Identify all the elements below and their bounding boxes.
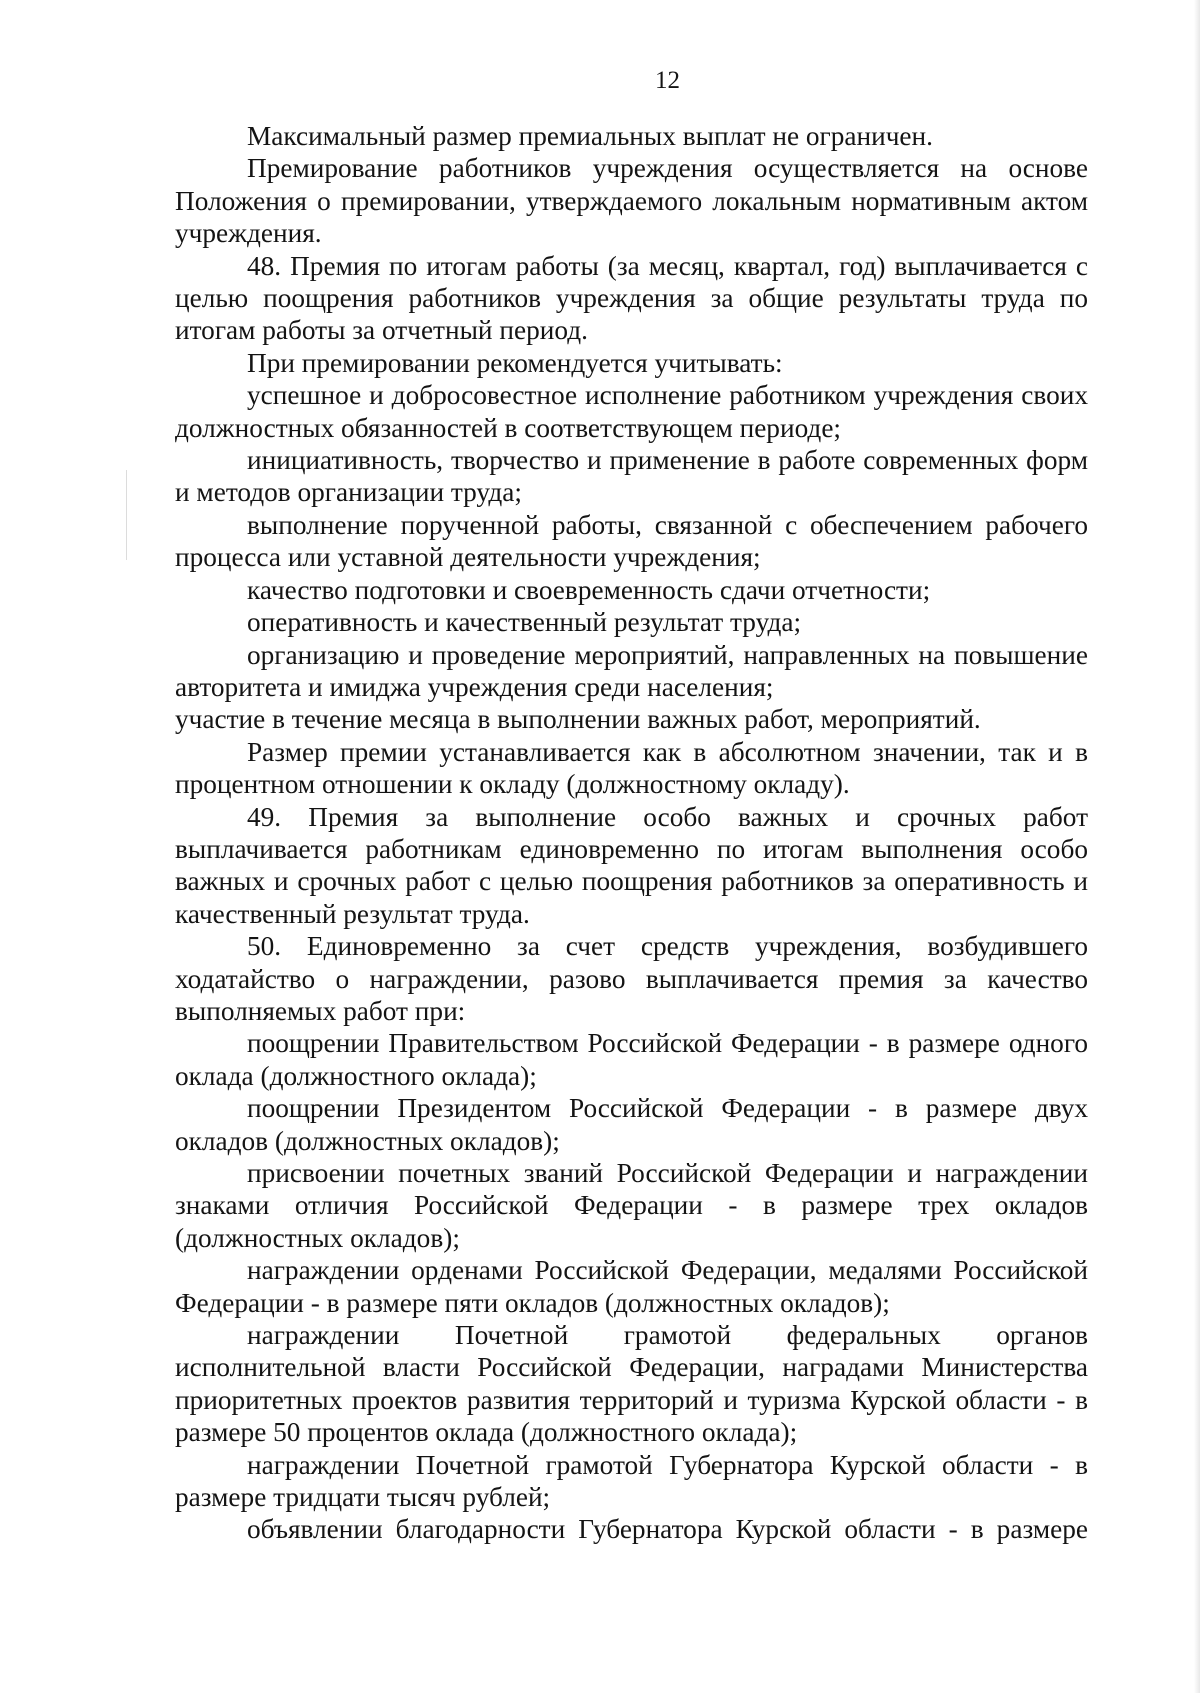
paragraph: присвоении почетных званий Российской Федерации и награждении знаками отличия Российской Федерации - в размере трех окладов (должностных окладов); [175,1158,1088,1253]
paragraph: поощрении Президентом Российской Федерации - в размере двух окладов (должностных окладов); [175,1093,1088,1156]
document-body [175,120,1088,1546]
paragraph: участие в течение месяца в выполнении важных работ, мероприятий. [175,704,981,735]
paragraph: награждении Почетной грамотой федеральных органов исполнительной власти Российской Федерации, наградами Министерства приоритетных проектов развития территорий и туризма Курской области - в размере 50 процентов оклада (должностного оклада); [175,1320,1088,1448]
paragraph: успешное и добросовестное исполнение работником учреждения своих должностных обязанностей в соответствующем периоде; [175,380,1088,443]
paragraph: организацию и проведение мероприятий, направленных на повышение авторитета и имиджа учреждения среди населения; [175,639,1088,702]
paragraph: При премировании рекомендуется учитывать: [247,347,783,378]
paragraph: 49. Премия за выполнение особо важных и срочных работ выплачивается работникам единовременно по итогам выполнения особо важных и срочных работ с целью поощрения работников за оперативность и качественный результат труда. [175,801,1088,929]
paragraph: Максимальный размер премиальных выплат не ограничен. [247,121,933,151]
scan-edge-shadow [1194,0,1200,1693]
paragraph: 50. Единовременно за счет средств учреждения, возбудившего ходатайство о награждении, разово выплачивается премия за качество выполняемых работ при: [175,931,1088,1026]
page-number: 12 [655,67,680,94]
paragraph: оперативность и качественный результат труда; [247,607,802,638]
paragraph: инициативность, творчество и применение в работе современных форм и методов организации труда; [175,445,1088,508]
scan-artifact-line [126,470,127,560]
paragraph: выполнение порученной работы, связанной с обеспечением рабочего процесса или уставной деятельности учреждения; [175,509,1088,573]
paragraph: Премирование работников учреждения осуществляется на основе Положения о премировании, утверждаемого локальным нормативным актом учреждения. [175,153,1088,249]
paragraph: поощрении Правительством Российской Федерации - в размере одного оклада (должностного оклада); [175,1028,1088,1091]
paragraph: Размер премии устанавливается как в абсолютном значении, так и в процентном отношении к окладу (должностному окладу). [175,736,1088,800]
paragraph: качество подготовки и своевременность сдачи отчетности; [247,574,931,605]
paragraph: награждении орденами Российской Федерации, медалями Российской Федерации - в размере пяти окладов (должностных окладов); [175,1255,1088,1318]
paragraph: награждении Почетной грамотой Губернатора Курской области - в размере тридцати тысяч рублей; [175,1449,1088,1513]
paragraph: объявлении благодарности Губернатора Курской области - в размере [247,1514,1088,1545]
paragraph: 48. Премия по итогам работы (за месяц, квартал, год) выплачивается с целью поощрения работников учреждения за общие результаты труда по итогам работы за отчетный период. [175,250,1088,346]
